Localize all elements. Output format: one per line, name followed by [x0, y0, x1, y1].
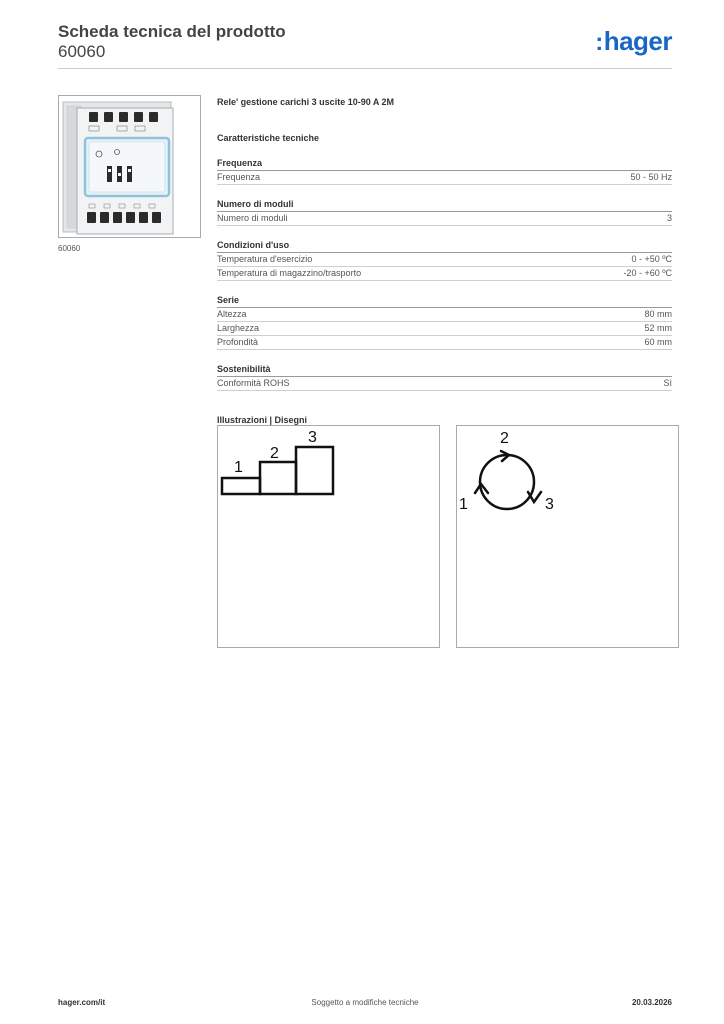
spec-label: Temperatura di magazzino/trasporto [217, 268, 362, 278]
page-title: Scheda tecnica del prodotto [58, 22, 286, 41]
spec-row [217, 171, 672, 185]
spec-value: Sì [663, 378, 672, 388]
group-title-sostenibilita: Sostenibilità [217, 364, 672, 377]
spec-value: 3 [666, 213, 672, 223]
cycle-label-3: 3 [545, 496, 554, 513]
cycle-label-2: 2 [500, 430, 509, 447]
step-label-3: 3 [308, 429, 317, 446]
header-divider [58, 68, 672, 69]
group-title-condizioni: Condizioni d'uso [217, 240, 672, 253]
page-header [58, 22, 672, 62]
illustration-steps [217, 425, 440, 648]
spec-value: 52 mm [644, 323, 672, 333]
spec-label: Frequenza [217, 172, 261, 182]
logo-text: hager [603, 26, 672, 56]
spec-row [217, 377, 672, 391]
footer-notice: Soggetto a modifiche tecniche [311, 998, 419, 1007]
spec-label: Temperatura d'esercizio [217, 254, 313, 264]
rotation-cycle-diagram-icon [457, 426, 678, 647]
hager-logo[interactable] [595, 26, 672, 57]
spec-value: 60 mm [644, 337, 672, 347]
product-image [58, 95, 201, 238]
spec-value: -20 - +60 ºC [623, 268, 672, 278]
spec-value: 80 mm [644, 309, 672, 319]
group-title-serie: Serie [217, 295, 672, 308]
logo-colon: : [595, 29, 603, 56]
load-relay-device-icon [59, 96, 200, 237]
spec-row [217, 322, 672, 336]
spec-label: Profondità [217, 337, 259, 347]
section-title: Caratteristiche tecniche [217, 133, 320, 143]
cycle-label-1: 1 [459, 496, 468, 513]
spec-label: Altezza [217, 309, 247, 319]
spec-row [217, 308, 672, 322]
product-image-caption: 60060 [58, 244, 81, 253]
product-name: Rele' gestione carichi 3 uscite 10-90 A 2M [217, 97, 395, 107]
group-title-moduli: Numero di moduli [217, 199, 672, 212]
spec-label: Larghezza [217, 323, 260, 333]
spec-row [217, 336, 672, 350]
illustration-cycle [456, 425, 679, 648]
footer-website-link[interactable]: hager.com/it [58, 998, 106, 1007]
spec-label: Conformità ROHS [217, 378, 290, 388]
footer-date: 20.03.2026 [631, 998, 672, 1007]
spec-content [217, 97, 672, 427]
step-label-1: 1 [234, 459, 243, 476]
step-label-2: 2 [270, 445, 279, 462]
spec-row [217, 267, 672, 281]
spec-value: 0 - +50 ºC [631, 254, 672, 264]
group-title-frequenza: Frequenza [217, 158, 672, 171]
spec-row [217, 212, 672, 226]
spec-label: Numero di moduli [217, 213, 288, 223]
product-code: 60060 [58, 42, 106, 61]
spec-row [217, 253, 672, 267]
illustrations-title: Illustrazioni | Disegni [217, 415, 308, 425]
spec-value: 50 - 50 Hz [630, 172, 672, 182]
load-steps-diagram-icon [218, 426, 439, 647]
